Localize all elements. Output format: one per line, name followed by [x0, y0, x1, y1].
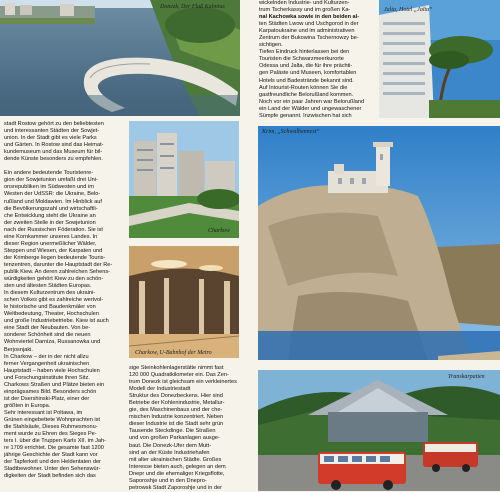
- caption-jalta: Jalta, Hotel „Jalta“: [384, 7, 433, 13]
- caption-transkarpatien: Transkarpatien: [448, 374, 485, 380]
- photo-krim-swallows-nest: [258, 126, 500, 360]
- caption-metro: Charkow, U-Bahnhof der Metro: [135, 350, 212, 356]
- photo-donezk-river: [0, 0, 240, 116]
- photo-jalta-hotel: [379, 0, 500, 118]
- photo-charkow: [129, 121, 239, 238]
- caption-krim: Krim, „Schwalbennest“: [262, 129, 320, 135]
- text-top-middle: wickelnden Industrie- und Kulturzen- trum Tscherkassy und im großen Ka- nal Kachowka sowie in den beiden al- ten Städten Lwow und Uschgorod in der Karpatoukraine und im administrativen Zentrum der Bukowina Tschernowzy be- sichtigen. Tiefen Eindruck hinterlassen bei den Touristen die Schwarzmeerkurorte Odessa und Jalta, die für ihre prächti- gen Paläste und Museen, komfortablen Hotels und Badestrände bekannt sind. Auf Intourist-Routen können Sie die gastfreundliche Belorußland kommen. Noch vor ein paar Jahren war Belorußland ein Land der Wälder und ungewaschener Sümpfe genannt. Inzwischen hat sich: [259, 0, 365, 119]
- photo-transkarpatien-bus: [258, 370, 500, 491]
- text-middle-bottom: sige Steinkohlenlagerstätte nimmt fast 120 000 Quadratkilometer ein. Das Zen- trum Donezk ist gleichsam ein verkleinertes Modell der Industriestadt Struktur des Donezbeckens. Hier sind Betriebe der Kohlenindustrie, Metallur- gie, des Maschinenbaus und der che- mischen Industrie konzentriert. Neben dieser Industrie ist die Stadt sehr grün Tausende Steckdinge. Die Straßen und von großen Parkanlagen ausge- baut. Die Donezk-Ufer dem Mutt- sind an der Küste Industriehafen mit alter ukrainischen Städte. Großes Interesse bieten auch, gelegen an dem Dnepr und die ehemaliger Kriegsflotte, Saporoshje und in den Dnepro- petrowsk Stadt Zaporoshje und in der: [129, 365, 237, 491]
- photo-metro-station: [129, 246, 239, 358]
- text-left-column: stadt Rostow gehört zu den beliebtesten und interessanten Städten der Sowjet- union. In der Stadt gibt es viele Parks und Gärten. In Rostow sind das Heimat- kundemuseum und das Museum für bil- dende Künste besonders zu empfehlen. Ein andere bedeutende Touristenre- gion der Sowjetunion umfaßt drei Uni- onsrepubliken im Südwesten und im Westen der UdSSR: die Ukraine, Belo- rußland und Moldawien. Im Hinblick auf die Bevölkerungszahl und wirtschaftli- che Entwicklung steht die Ukraine an der zweiten Stelle in der Sowjetunion nach der Russischen Föderation. Sie ist eine Kornkammer unseres Landes. In dieser Region unermeßlicher Wälder, Steppen und Wiesen, der Karpaten und der Krimberge liegen bedeutende Touris- tenzentren, darunter die Hauptstadt der Re- publik Kiew. An deren zahlreichen Sehens- würdigkeiten gehört Kiew zu den schön- sten und ältesten Städten Europas. In diesem Kulturzentrum des ukraini- schen Volkes gibt es zahlreiche wertvol- le historische und Baudenkmäler von Weltbedeutung, Theater, Hochschulen und große Industriebetriebe. Kiew ist auch eine Stadt der Neubauten. Von be- sonderer Schönheit sind die neuen Wohnviertel Darniza, Russanowka und Berjosnjaki. In Charkow – der in der nicht allzu ferner Vergangenheit ukrainischen Hauptstadt – haben viele Hochschulen und Forschungsinstitute ihren Sitz. Charkows Straßen und Plätze bieten ein einprägsames Bild. Besonders schön ist der Dsershinski-Platz, einer der größten in Europa. Sehr interessant ist Poltawa, im Grünen eingebettete Wohnprachten ist die Stahlsäule, Dieses Ruhmesmonu- ment wurde zu Ehren des Sieges Pe- ters I. über die Truppen Karls XII. im Jah- re 1709 errichtet. Die gesamte fast 1200 jährige Geschichte der Stadt kann vor der Tapferkeit und den Heldentaten der Stadtbewohner. Unter den Sehenswür- digkeiten der Stadt befinden sich das: [4, 121, 113, 480]
- caption-charkow: Charkow: [208, 228, 231, 234]
- caption-donezk: Donezk, Der Fluß Kalmius: [160, 4, 225, 10]
